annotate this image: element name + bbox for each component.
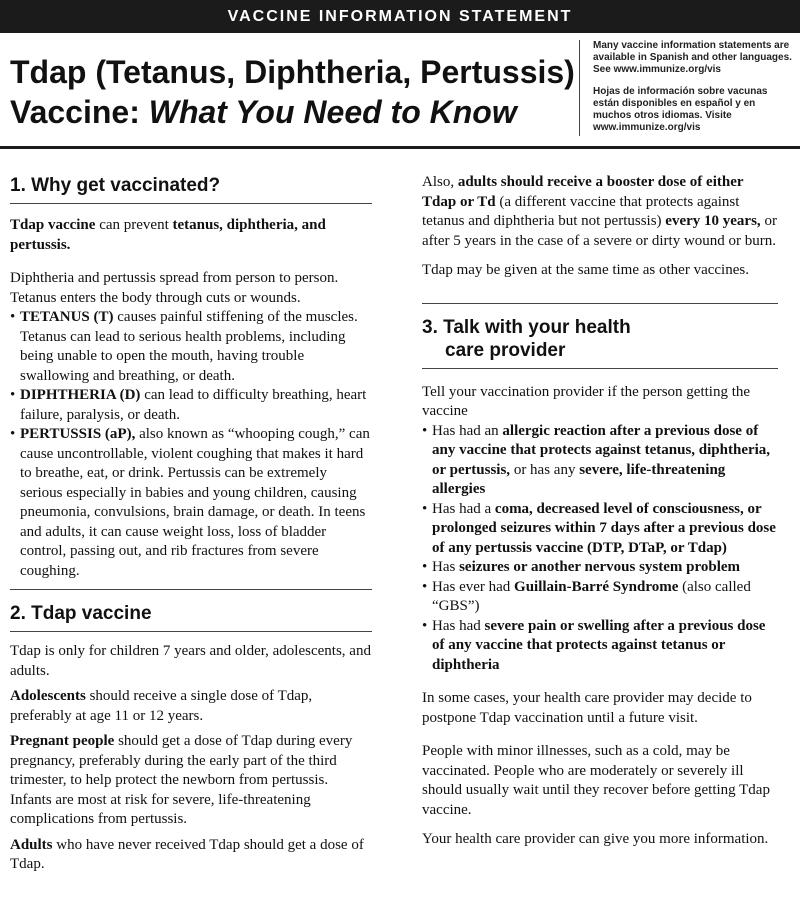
provider-list [422,422,778,676]
booster-paragraph [422,173,778,251]
item-bold: allergic reaction after a previous dose of any vaccine that protects against tetanus, diphtheria, or pertussis, [432,422,771,478]
disease-item-pertussis [10,425,372,581]
section-2-header [10,590,372,632]
disease-name: PERTUSSIS (aP), [20,426,136,442]
item-text: Has had an [432,422,503,439]
group-label: Adolescents [10,688,86,704]
language-note [579,40,793,136]
intro-bold-1: Tdap vaccine [10,217,96,233]
section-1-header [10,160,372,204]
title-line-2-prefix: Vaccine: [10,94,149,130]
group-text: should receive a single dose of Tdap, preferably at age 11 or 12 years. [10,688,313,724]
disease-list [10,308,372,581]
intro-text-1: can prevent [95,217,173,233]
booster-text-1: Also, [422,174,458,190]
booster-text-3: or after 5 years in the case of a severe or dirty wound or burn. [422,213,777,249]
language-note-english: Many vaccine information statements are available in Spanish and other languages. See www.immunize.org/vis [593,40,792,75]
item-text: Has had [432,617,485,634]
item-text: Has ever had [432,578,515,595]
vis-banner: VACCINE INFORMATION STATEMENT [0,0,800,33]
item-text: (also called “GBS”) [432,578,751,614]
section-2-adults [10,836,372,875]
title-line-1: Tdap (Tetanus, Diphtheria, Pertussis) [10,54,575,90]
disease-desc: can lead to difficulty breathing, heart failure, paralysis, or death. [20,387,367,423]
disease-desc: causes painful stiffening of the muscles. Tetanus can lead to serious health problems, including being unable to open the mouth, having trouble swallowing and breathing, or death. [20,309,358,384]
title-line-2 [10,92,590,132]
section-3-header [422,304,778,369]
disease-name: TETANUS (T) [20,309,114,325]
group-label: Adults [10,836,53,853]
section-3-heading-line-2: care provider [445,339,566,361]
section-1-spread: Diphtheria and pertussis spread from person to person. Tetanus enters the body through cuts or wounds. [10,270,339,306]
minor-illness-paragraph: People with minor illnesses, such as a cold, may be vaccinated. People who are moderately or severely ill should usually wait until they recover before getting Tdap vaccine. [422,743,770,818]
group-text: should get a dose of Tdap during every pregnancy, preferably during the early part of the third trimester, to help protect the newborn from pertussis. Infants are most at risk for severe, life-threatening complications from pertussis. [10,733,353,827]
page-title [10,52,590,132]
title-line-2-italic: What You Need to Know [148,94,517,130]
right-column [422,173,778,850]
section-1-heading: 1. Why get vaccinated? [10,175,221,196]
disease-name: DIPHTHERIA (D) [20,387,141,403]
provider-item-gbs [422,578,778,617]
section-1-intro [10,216,372,255]
provider-item-pain [422,617,778,676]
section-3-heading-line-1: 3. Talk with your health [422,316,631,338]
item-text: Has had a [432,500,495,517]
provider-item-coma [422,500,778,559]
item-bold: severe pain or swelling after a previous dose of any vaccine that protects against tetanus or diphtheria [432,617,766,673]
item-bold: seizures or another nervous system problem [459,559,741,575]
same-time-paragraph: Tdap may be given at the same time as other vaccines. [422,262,749,278]
disease-item-tetanus [10,308,372,386]
booster-bold-2: every 10 years, [665,213,761,229]
group-label: Pregnant people [10,733,115,749]
header-divider [0,146,800,149]
more-info-paragraph: Your health care provider can give you more information. [422,831,769,847]
section-2-p1: Tdap is only for children 7 years and older, adolescents, and adults. [10,643,371,679]
disease-desc: also known as “whooping cough,” can cause uncontrollable, violent coughing that makes it hard to breathe, eat, or drink. Pertussis can be extremely serious especially in babies and young children, causing pneumonia, convulsions, brain damage, or death. In teens and adults, it can cause weight loss, loss of bladder control, passing out, and rib fractures from severe coughing. [20,426,370,579]
provider-item-seizures [422,558,778,578]
booster-bold-1: adults should receive a booster dose of either Tdap or Td [422,174,744,210]
provider-item-allergy [422,422,778,500]
postpone-paragraph: In some cases, your health care provider may decide to postpone Tdap vaccination until a future visit. [422,690,752,726]
section-2-pregnant [10,732,372,830]
booster-text-2: (a different vaccine that protects against tetanus and diphtheria but not pertussis) [422,193,740,229]
item-text: Has [432,559,460,575]
item-bold: severe, life-threatening allergies [432,461,726,497]
left-column [10,160,372,875]
section-3-intro: Tell your vaccination provider if the person getting the vaccine [422,383,751,419]
section-2-heading: 2. Tdap vaccine [10,603,152,624]
disease-item-diphtheria [10,386,372,425]
group-text: who have never received Tdap should get a dose of Tdap. [10,836,364,872]
item-text: or has any [510,461,580,478]
item-bold: Guillain-Barré Syndrome [514,578,679,595]
item-bold: coma, decreased level of consciousness, or prolonged seizures within 7 days after a previous dose of any pertussis vaccine (DTP, DTaP, or Tdap) [432,500,776,556]
section-2-adolescents [10,687,372,726]
intro-bold-2: tetanus, diphtheria, and pertussis. [10,217,326,253]
language-note-spanish: Hojas de información sobre vacunas están disponibles en español y en muchos otros idiomas. Visite www.immunize.org/vis [593,86,768,133]
